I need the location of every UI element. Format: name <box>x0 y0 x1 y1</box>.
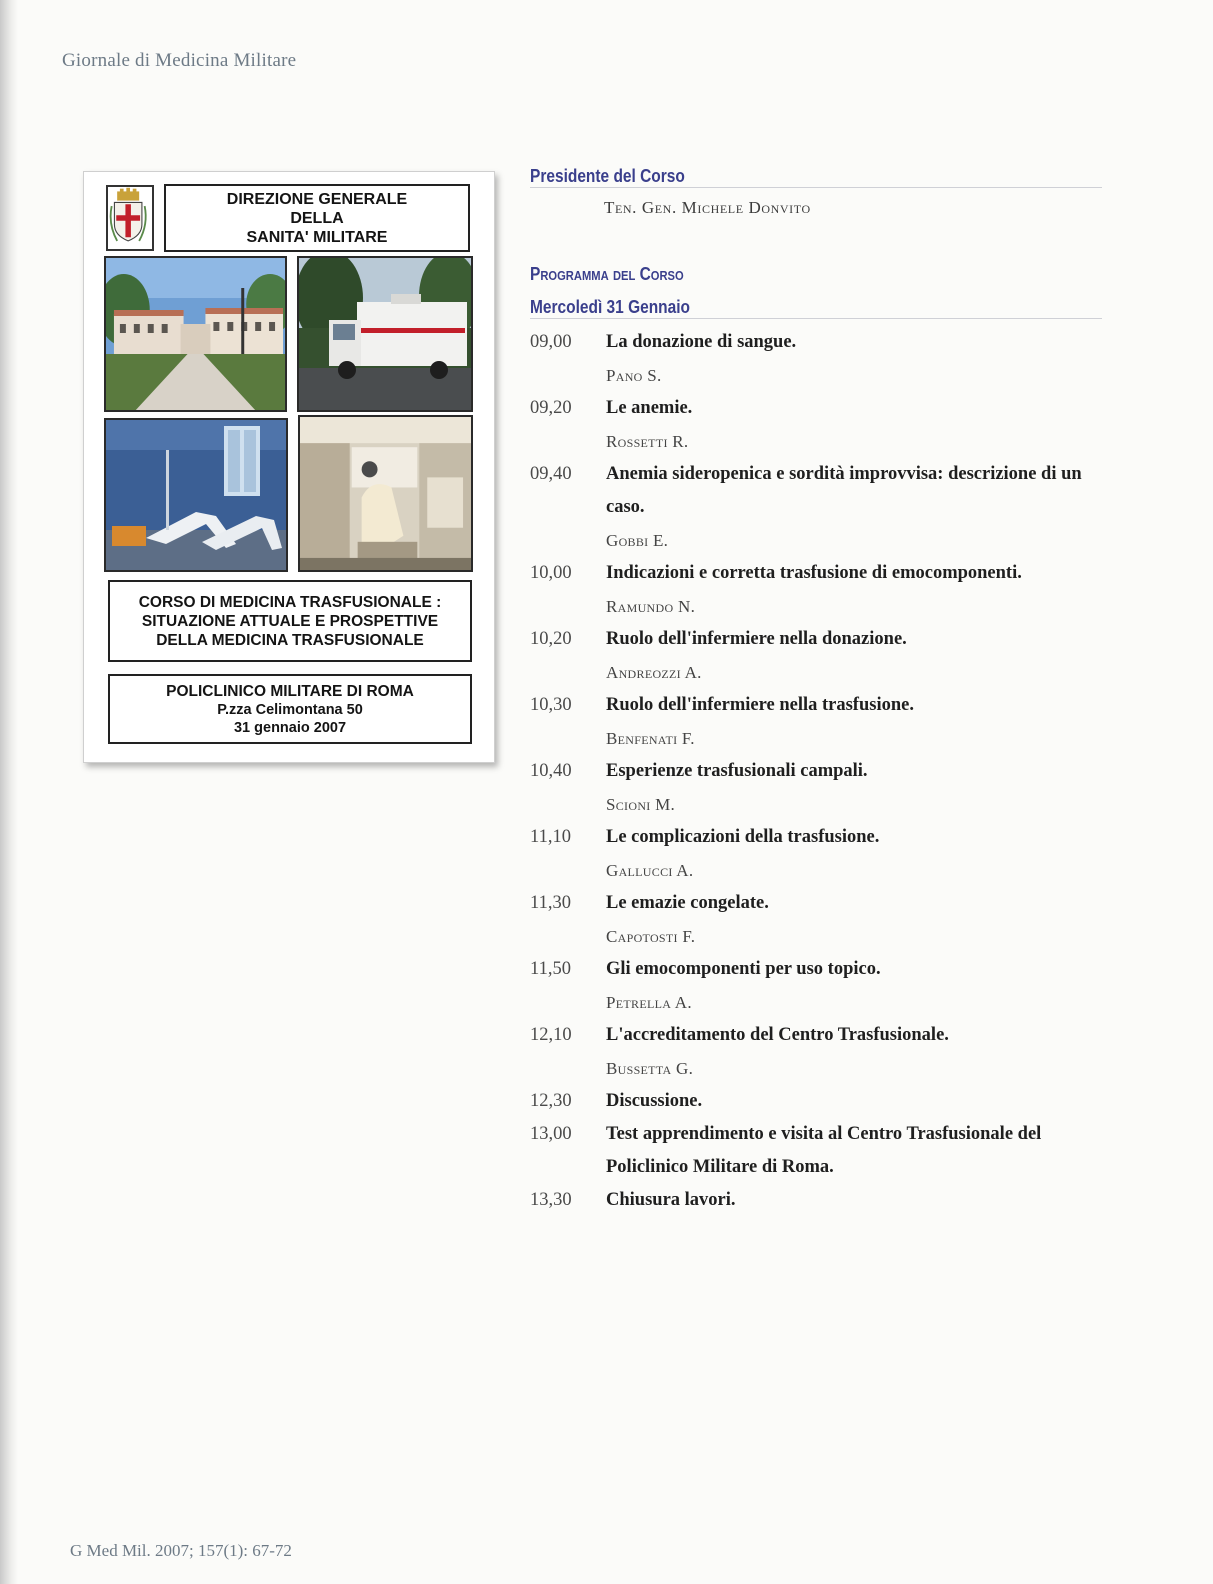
session-title: La donazione di sangue. <box>606 332 797 352</box>
poster-course-line: SITUAZIONE ATTUALE E PROSPETTIVE <box>141 612 439 630</box>
session-row <box>530 392 1108 425</box>
poster-date: 31 gennaio 2007 <box>233 719 347 736</box>
session-row <box>530 326 1108 359</box>
poster-course-line: CORSO DI MEDICINA TRASFUSIONALE : <box>138 593 442 611</box>
session-title: Le complicazioni della trasfusione. <box>606 827 880 847</box>
poster-header-line: DIREZIONE GENERALE <box>226 190 408 208</box>
session-time: 09,40 <box>530 464 572 484</box>
president-heading: Presidente del Corso <box>530 166 685 186</box>
session-row <box>530 1019 1108 1052</box>
poster-header-box <box>164 184 470 252</box>
poster-address: P.zza Celimontana 50 <box>217 701 363 718</box>
session-time: 10,40 <box>530 761 572 781</box>
session-speaker: Benfenati F. <box>606 729 695 748</box>
citation-footer: G Med Mil. 2007; 157(1): 67-72 <box>70 1541 292 1560</box>
session-row <box>530 953 1108 986</box>
schedule-list <box>530 326 1108 1217</box>
course-poster <box>83 171 495 763</box>
unit-interior-photo <box>298 415 473 572</box>
poster-header-line: DELLA <box>290 209 344 227</box>
poster-header-line: SANITA' MILITARE <box>246 228 388 246</box>
session-title: Ruolo dell'infermiere nella donazione. <box>606 629 907 649</box>
session-row <box>530 458 1108 524</box>
session-row <box>530 821 1108 854</box>
session-speaker: Petrella A. <box>606 993 692 1012</box>
session-speaker: Pano S. <box>606 366 662 385</box>
divider <box>530 187 1102 188</box>
session-speaker: Andreozzi A. <box>606 663 702 682</box>
session-title: Test apprendimento e visita al Centro Trasfusionale del Policlinico Militare di Roma. <box>606 1124 1042 1177</box>
session-row <box>530 1085 1108 1118</box>
session-speaker: Ramundo N. <box>606 597 696 616</box>
session-row <box>530 1184 1108 1217</box>
programme-column <box>530 166 1108 1217</box>
session-time: 13,00 <box>530 1124 572 1144</box>
session-time: 09,20 <box>530 398 572 418</box>
coat-of-arms-icon <box>106 185 154 251</box>
session-title: Discussione. <box>606 1091 703 1111</box>
president-name: Ten. Gen. Michele Donvito <box>604 198 811 217</box>
session-time: 10,00 <box>530 563 572 583</box>
page-gutter-shadow <box>0 0 18 1584</box>
session-title: Anemia sideropenica e sordità improvvisa: descrizione di un caso. <box>606 464 1082 517</box>
poster-venue: POLICLINICO MILITARE DI ROMA <box>166 682 414 700</box>
session-title: Chiusura lavori. <box>606 1190 736 1210</box>
session-row <box>530 1118 1108 1184</box>
session-time: 09,00 <box>530 332 572 352</box>
session-speaker: Capotosti F. <box>606 927 696 946</box>
session-speaker: Scioni M. <box>606 795 676 814</box>
session-title: Le emazie congelate. <box>606 893 769 913</box>
session-title: Le anemie. <box>606 398 693 418</box>
session-title: Esperienze trasfusionali campali. <box>606 761 868 781</box>
session-time: 11,30 <box>530 893 571 913</box>
session-time: 11,50 <box>530 959 571 979</box>
session-title: L'accreditamento del Centro Trasfusionale. <box>606 1025 949 1045</box>
mobile-blood-unit-photo <box>297 256 473 412</box>
session-row <box>530 689 1108 722</box>
day-heading: Mercoledì 31 Gennaio <box>530 297 691 317</box>
session-speaker: Rossetti R. <box>606 432 689 451</box>
session-speaker: Gallucci A. <box>606 861 694 880</box>
divider <box>530 318 1102 319</box>
session-time: 10,20 <box>530 629 572 649</box>
poster-venue-box <box>108 674 472 744</box>
session-title: Ruolo dell'infermiere nella trasfusione. <box>606 695 914 715</box>
session-row <box>530 623 1108 656</box>
programme-heading: Programma del Corso <box>530 264 684 284</box>
session-time: 10,30 <box>530 695 572 715</box>
session-row <box>530 557 1108 590</box>
session-title: Gli emocomponenti per uso topico. <box>606 959 881 979</box>
session-time: 12,10 <box>530 1025 572 1045</box>
session-row <box>530 887 1108 920</box>
poster-course-line: DELLA MEDICINA TRASFUSIONALE <box>156 631 424 649</box>
session-time: 11,10 <box>530 827 571 847</box>
session-time: 12,30 <box>530 1091 572 1111</box>
session-row <box>530 755 1108 788</box>
poster-course-title-box <box>108 580 472 662</box>
running-head: Giornale di Medicina Militare <box>62 50 297 71</box>
session-speaker: Bussetta G. <box>606 1059 694 1078</box>
donation-room-photo <box>104 418 288 572</box>
hospital-building-photo <box>104 256 287 412</box>
session-title: Indicazioni e corretta trasfusione di emocomponenti. <box>606 563 1022 583</box>
session-speaker: Gobbi E. <box>606 531 669 550</box>
session-time: 13,30 <box>530 1190 572 1210</box>
